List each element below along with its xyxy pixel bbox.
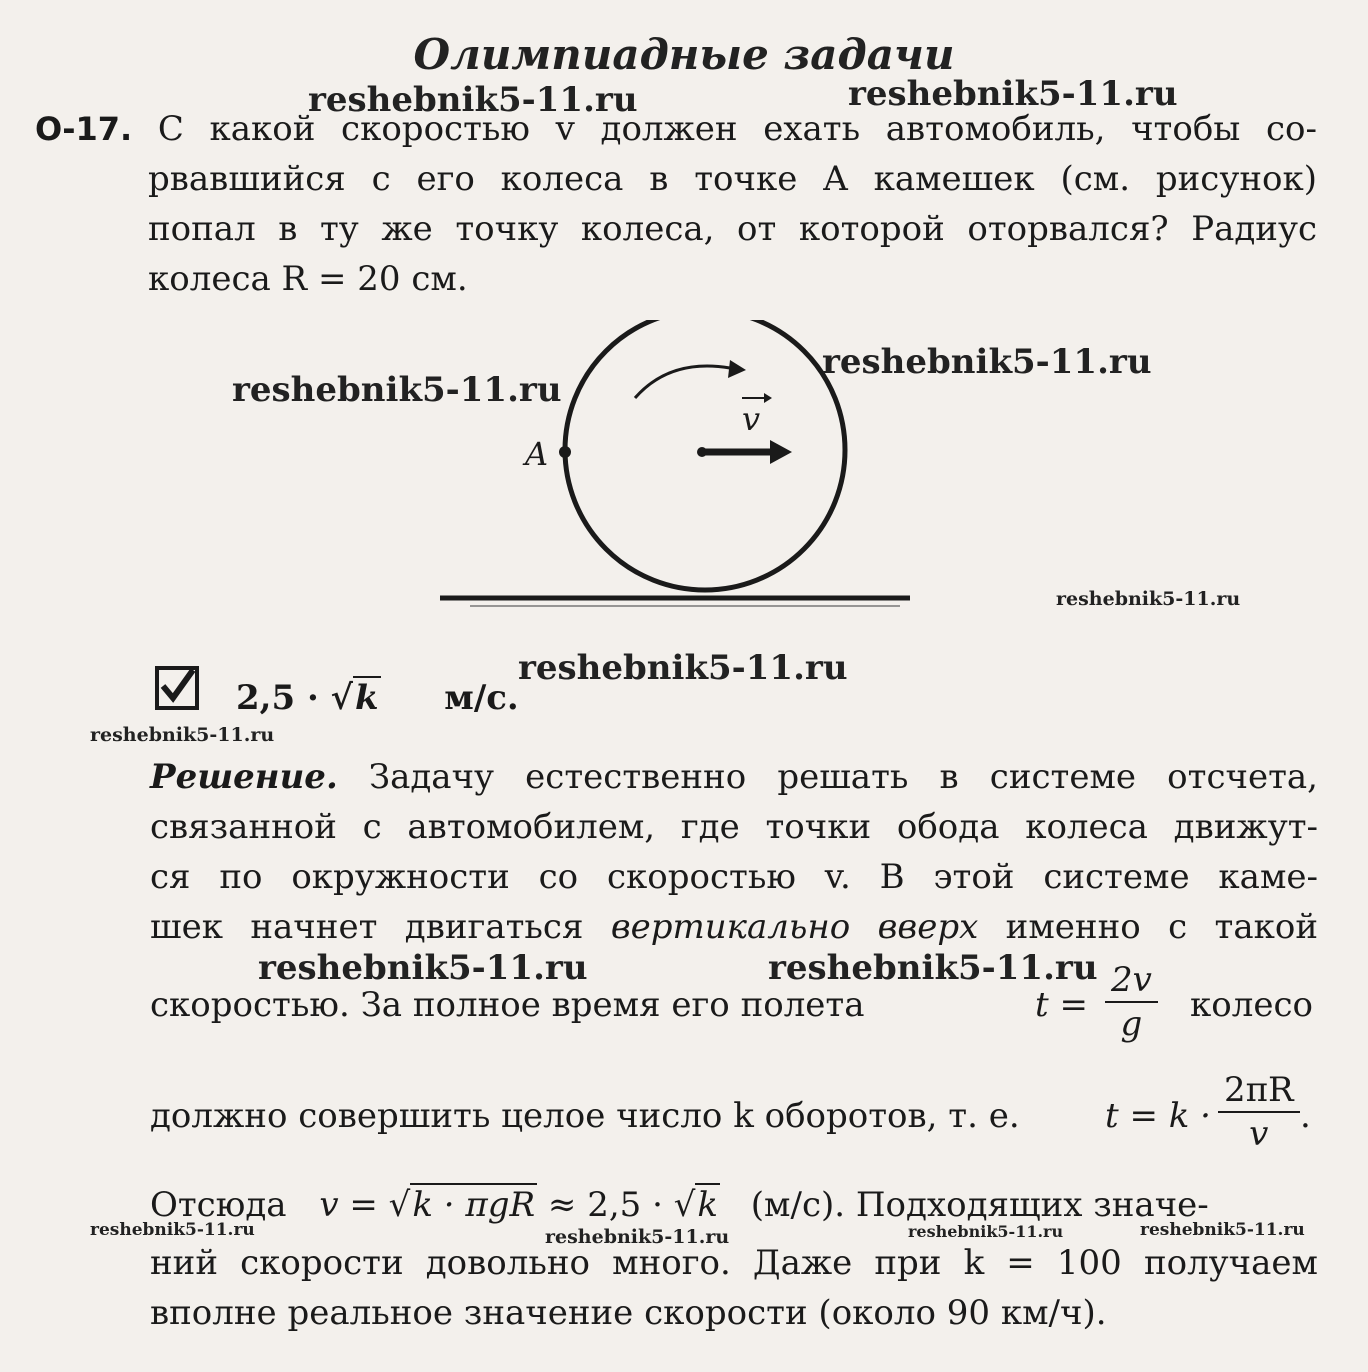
watermark: reshebnik5-11.ru [258,948,588,988]
watermark: reshebnik5-11.ru [232,370,562,410]
sqrt-k-pi-g-r: √k · πgR [388,1185,536,1225]
solution-heading: Решение. [150,757,338,797]
rotation-arrow [635,366,730,398]
problem-line-2: рвавшийся с его колеса в точке A камешек (см. рисунок) [148,159,1317,199]
solution-line-2: связанной с автомобилем, где точки обода колеса движут- [150,807,1318,847]
solution-line-1: Решение. Задачу естественно решать в системе отсчета, [150,757,1318,797]
point-a [559,446,571,458]
solution-line-7: Отсюда v = √k · πgR ≈ 2,5 · √k (м/с). Подходящих значе- [150,1185,1209,1225]
watermark: reshebnik5-11.ru [848,74,1178,114]
problem-number: О-17. [35,110,133,148]
section-title: Олимпиадные задачи [413,30,955,79]
watermark: reshebnik5-11.ru [545,1226,730,1248]
vector-v-label: v [742,400,761,438]
solution-line-3: ся по окружности со скоростью v. В этой системе каме- [150,857,1318,897]
watermark: reshebnik5-11.ru [822,342,1152,382]
answer-value: 2,5 · [236,678,319,718]
formula-t-k-lhs: t = k · [1105,1096,1211,1136]
watermark: reshebnik5-11.ru [1056,588,1241,610]
problem-statement [35,104,1317,304]
watermark: reshebnik5-11.ru [308,80,638,120]
watermark: reshebnik5-11.ru [518,648,848,688]
watermark: reshebnik5-11.ru [90,1220,255,1240]
problem-line-3: попал в ту же точку колеса, от которой оторвался? Радиус [148,209,1317,249]
point-a-label: A [525,435,549,473]
solution-lines-8-9 [150,1238,1318,1338]
fraction-2piR-over-v: $\frac{2\pi R}{v}$ [1218,1073,1300,1151]
problem-line-4: колеса R = 20 см. [148,259,468,299]
solution-line-4: шек начнет двигаться вертикально вверх именно с такой [150,907,1319,947]
watermark: reshebnik5-11.ru [90,724,275,746]
answer-unit: м/с. [444,678,519,718]
formula-t-lhs: t = [1035,985,1088,1025]
watermark: reshebnik5-11.ru [768,948,1098,988]
answer: 2,5 · √k м/с. [236,678,519,718]
watermark: reshebnik5-11.ru [908,1222,1064,1241]
answer-checkbox-icon [155,666,199,710]
answer-radicand: k [355,678,379,718]
problem-text-1: С какой скоростью v должен ехать автомобиль, чтобы со- [157,109,1318,149]
solution-line-6: должно совершить целое число k оборотов, т. е. t = k · $\frac{2\pi R}{v}$ . [150,1070,1311,1154]
fraction-2v-over-g: $\frac{2v}{g}$ [1105,963,1158,1041]
solution-line-9: вполне реальное значение скорости (около 90 км/ч). [150,1293,1107,1333]
solution-line-5: скоростью. За полное время его полета t = $\frac{2v}{g}$ колесо [150,960,1313,1044]
watermark: reshebnik5-11.ru [1140,1220,1305,1240]
solution [150,752,1318,952]
sqrt-k: √k [673,1185,718,1225]
solution-line-8: ний скорости довольно много. Даже при k = 100 получаем [150,1243,1318,1283]
